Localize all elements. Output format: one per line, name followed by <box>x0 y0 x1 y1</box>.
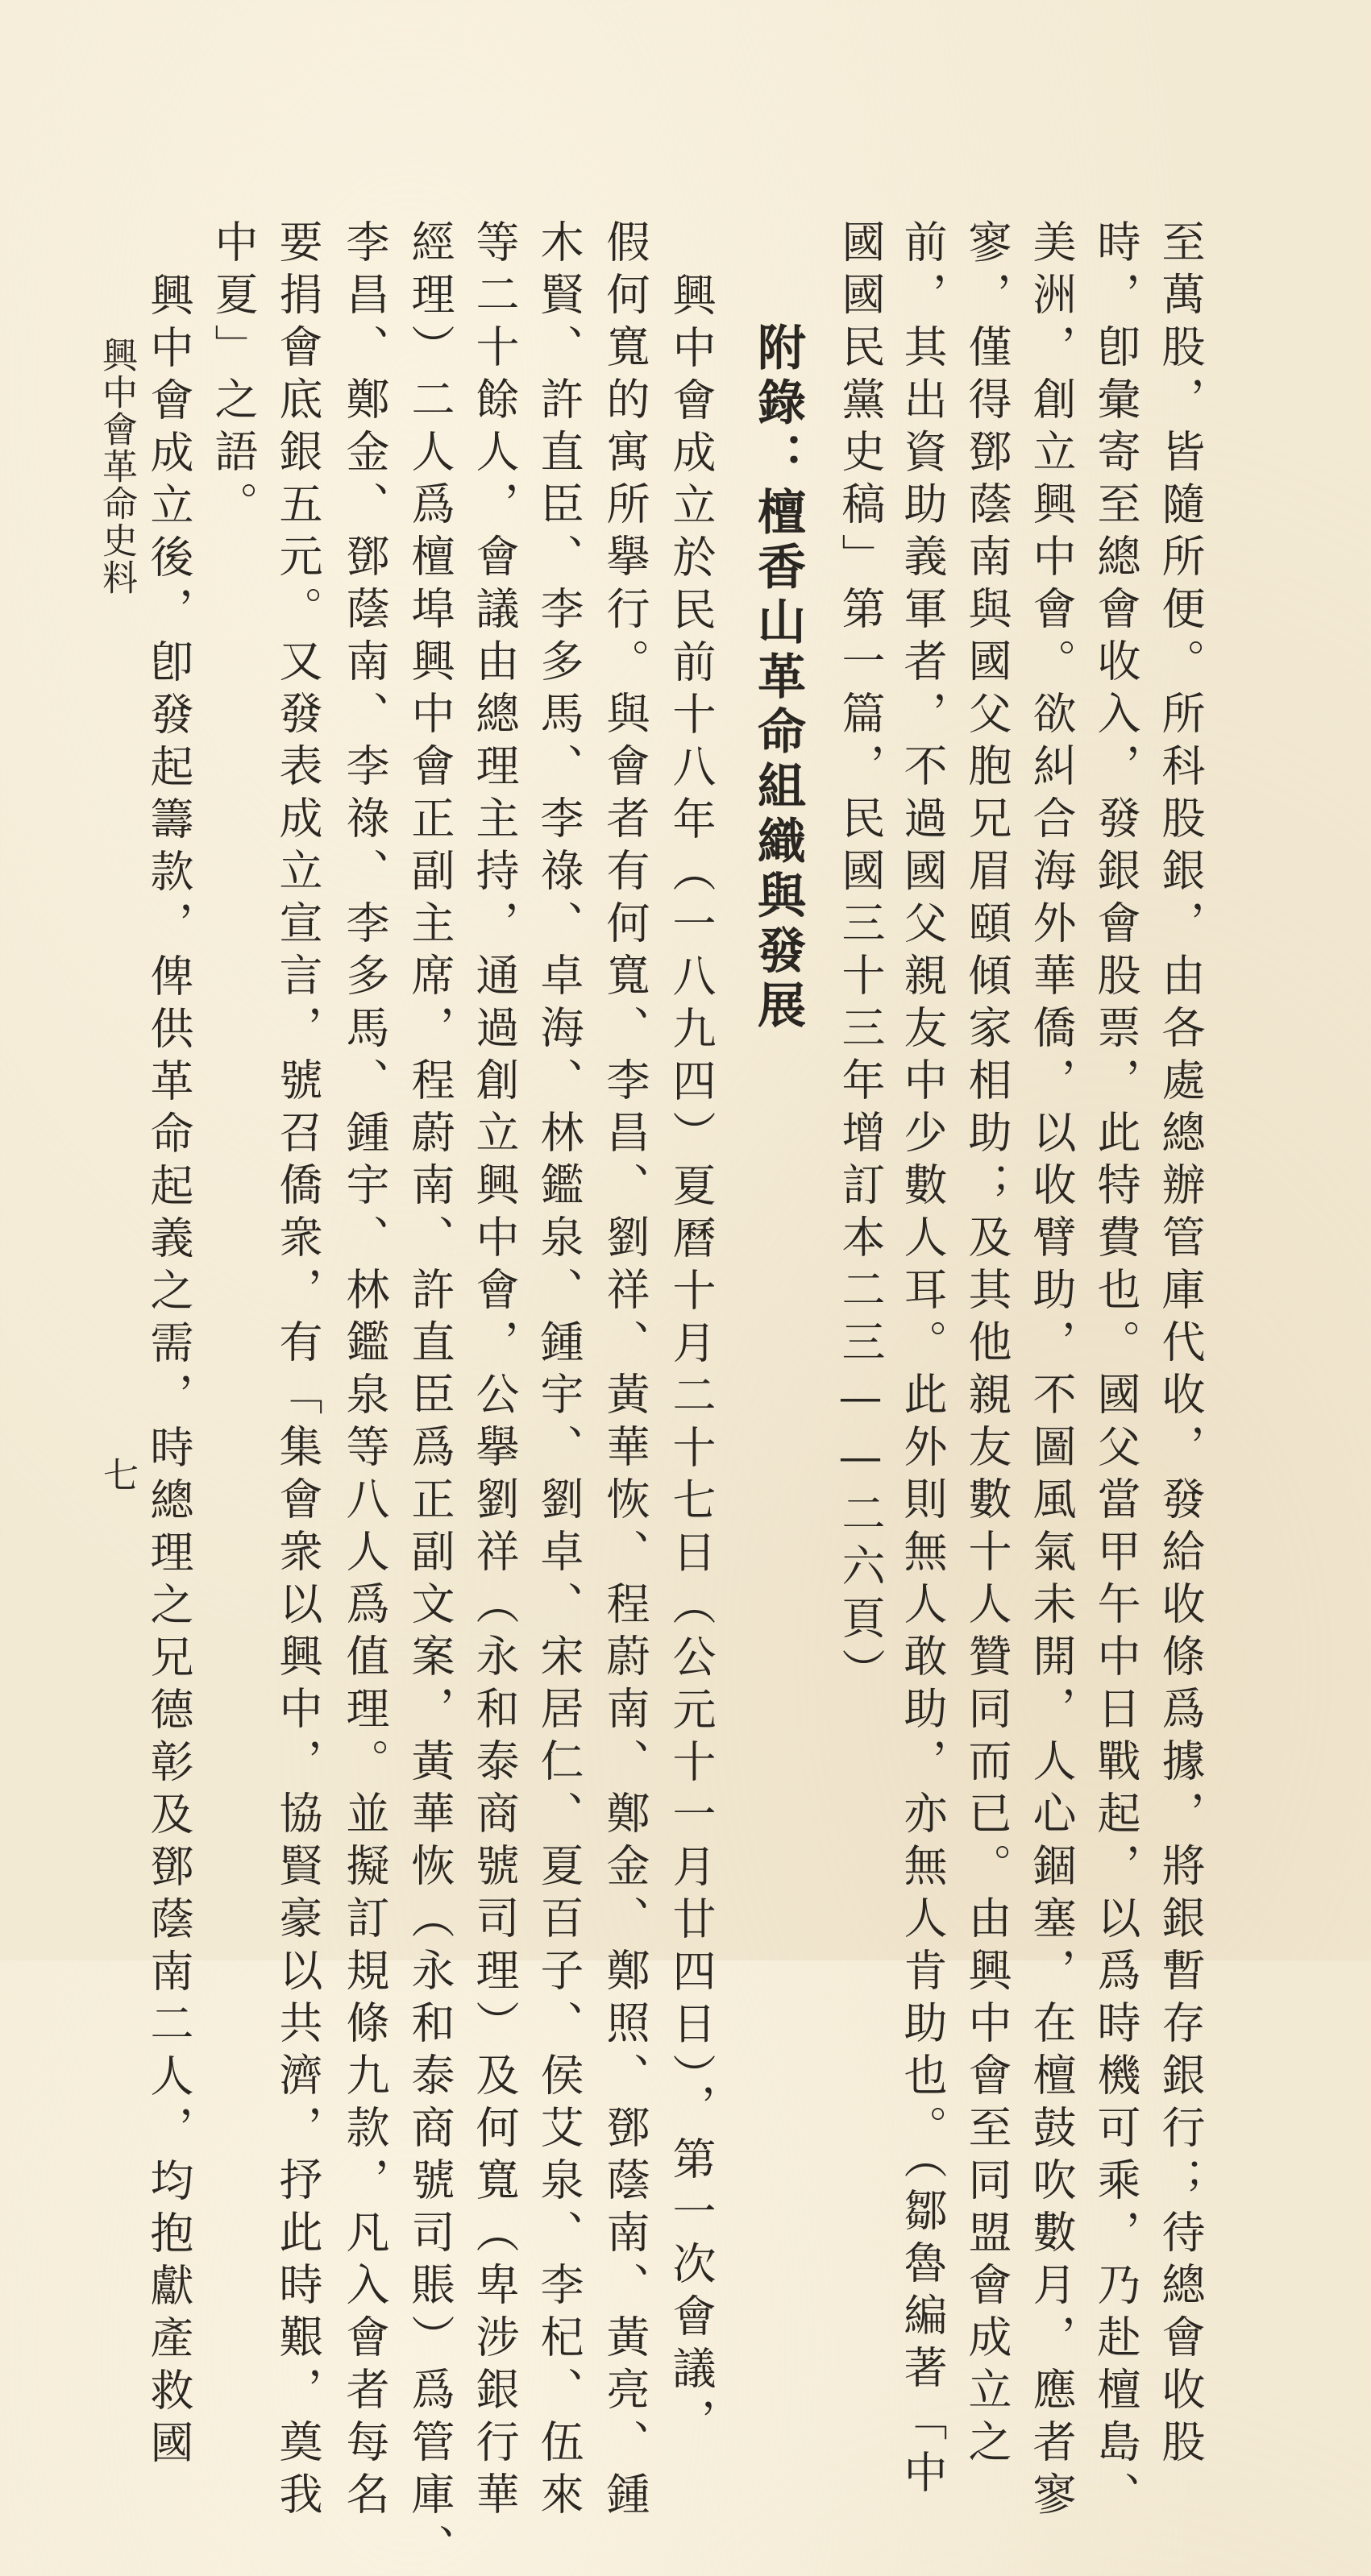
text-column: 至萬股，皆隨所便。所科股銀，由各處總辦管庫代收，發給收條爲據，將銀暫存銀行；待總會收股 <box>1155 219 1206 2471</box>
text-column: 要捐會底銀五元。又發表成立宣言，號召僑衆，有「集會衆以興中，協賢豪以共濟，抒此時艱，奠我 <box>272 219 323 2524</box>
text-column: 時，卽彙寄至總會收入，發銀會股票，此特費也。國父當甲午中日戰起，以爲時機可乘，乃赴檀島、 <box>1091 219 1141 2524</box>
page-number: 七 <box>103 1455 139 1496</box>
text-column: 假何寬的寓所擧行。與會者有何寬、李昌、劉祥、黃華恢、程蔚南、鄭金、鄭照、鄧蔭南、黃亮、鍾 <box>600 219 650 2524</box>
text-column: 經理）二人爲檀埠興中會正副主席，程蔚南、許直臣爲正副文案，黃華恢（永和泰商號司賬）爲管庫、 <box>405 219 455 2576</box>
text-column: 木賢、許直臣、李多馬、李祿、卓海、林鑑泉、鍾宇、劉卓、宋居仁、夏百子、侯艾泉、李杞、伍來 <box>534 219 584 2524</box>
text-column: 美洲，創立興中會。欲糾合海外華僑，以收臂助，不圖風氣未開，人心錮塞，在檀鼓吹數月，應者寥 <box>1026 219 1077 2524</box>
text-column: 前，其出資助義軍者，不過國父親友中少數人耳。此外則無人敢助，亦無人肯助也。（鄒魯編著「中 <box>897 219 948 2502</box>
text-column: 興中會成立於民前十八年（一八九四）夏曆十月二十七日（公元十一月廿四日），第一次會議， <box>666 272 717 2450</box>
text-column: 中夏」之語。 <box>208 219 259 533</box>
text-column: 李昌、鄭金、鄧蔭南、李祿、李多馬、鍾宇、林鑑泉等八人爲值理。並擬訂規條九款，凡入會者每名 <box>339 219 390 2524</box>
text-column: 寥，僅得鄧蔭南與國父胞兄眉頤傾家相助；及其他親友數十人贊同而已。由興中會至同盟會成立之 <box>962 219 1012 2471</box>
text-column: 興中會成立後，卽發起籌款，俾供革命起義之需，時總理之兄德彰及鄧蔭南二人，均抱獻產救國 <box>143 272 194 2472</box>
text-column: 國國民黨史稿」第一篇，民國三十三年增訂本二三——二六頁） <box>835 219 886 1700</box>
running-title: 興中會革命史料 <box>96 337 137 596</box>
appendix-heading: 附錄：檀香山革命組織與發展 <box>750 322 806 1035</box>
text-column: 等二十餘人，會議由總理主持，通過創立興中會，公擧劉祥（永和泰商號司理）及何寬（卑涉銀行華 <box>469 219 520 2524</box>
